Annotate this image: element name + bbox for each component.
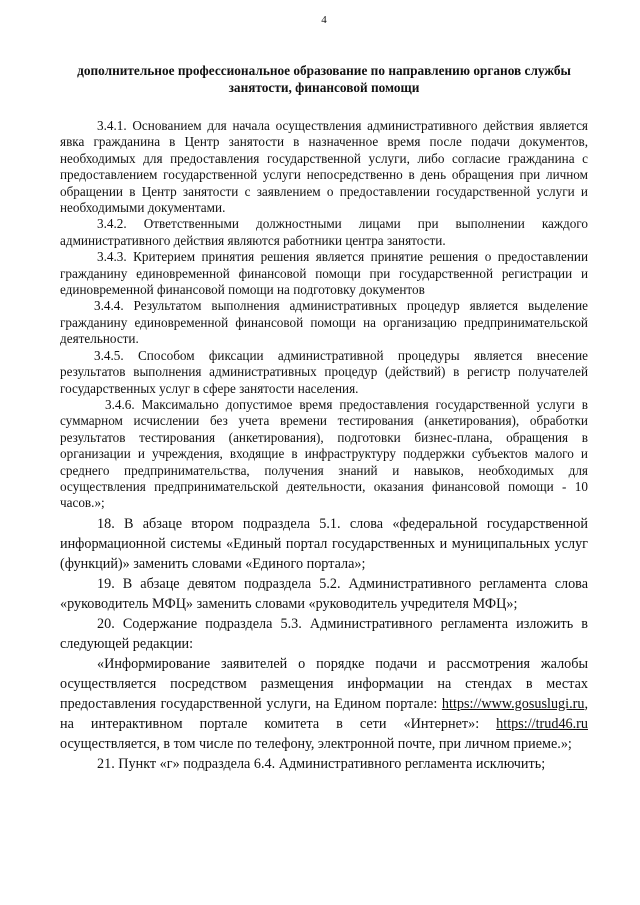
trud46-link[interactable]: https://trud46.ru (496, 715, 588, 732)
paragraph-3-4-5: 3.4.5. Способом фиксации административной процедуры является внесение результатов выполнения административных процедур (действий) в регистр получателей государственных услуг в сфере занятости населения. (60, 347, 588, 396)
paragraph-item-19: 19. В абзаце девятом подраздела 5.2. Административного регламента слова «руководитель МФЦ» заменить словами «руководитель учредителя МФЦ»; (60, 575, 588, 612)
paragraph-3-4-1: 3.4.1. Основанием для начала осуществления административного действия является явка гражданина в Центр занятости в назначенное время после подачи документов, необходимых для предоставления государственной услуги, либо согласие гражданина с предоставлением государственной услуги непосредственно в день обращения при личном обращении в Центр занятости с заявлением о предоставлении государственной услуги и необходимыми документами. (60, 118, 588, 216)
paragraph-item-20: 20. Содержание подраздела 5.3. Административного регламента изложить в следующей редакции: (60, 615, 588, 652)
paragraph-3-4-6: 3.4.6. Максимально допустимое время предоставления государственной услуги в суммарном исчислении без учета времени тестирования (анкетирования), обработки результатов тестирования (анкетирования), подготовки бизнес-плана, обращения в организации и учреждения, входящие в инфраструктуру поддержки субъектов малого и среднего предпринимательства, получения знаний и навыков, необходимых для осуществления предпринимательской деятельности, оказания финансовой помощи - 10 часов.»; (60, 396, 588, 511)
page-number: 4 (321, 14, 327, 26)
paragraph-3-4-3: 3.4.3. Критерием принятия решения является принятие решения о предоставлении гражданину единовременной финансовой помощи при государственной регистрации и единовременной финансовой помощи на подготовку документов (60, 249, 588, 298)
section-heading: дополнительное профессиональное образование по направлению органов службы занятости, финансовой помощи (77, 63, 571, 95)
gosuslugi-link[interactable]: https://www.gosuslugi.ru (441, 695, 585, 712)
quoted-text-block (60, 654, 588, 754)
paragraph-item-18: 18. В абзаце втором подраздела 5.1. слова «федеральной государственной информационной системы «Единый портал государственных и муниципальных услуг (функций)» заменить словами «Единого портала»; (60, 515, 588, 572)
paragraph-item-21: 21. Пункт «г» подраздела 6.4. Административного регламента исключить; (97, 755, 546, 772)
quote-text-before: «Информирование заявителей о порядке подачи и рассмотрения жалобы осуществляется посредством размещения информации на стендах в местах предоставления государственной услуги, на Едином портале: (60, 655, 588, 712)
quote-text-middle: , на интерактивном портале комитета в сети «Интернет»: (60, 695, 588, 732)
paragraph-3-4-2: 3.4.2. Ответственными должностными лицами при выполнении каждого административного действия являются работники центра занятости. (60, 216, 588, 248)
paragraph-3-4-4: 3.4.4. Результатом выполнения административных процедур является выделение гражданину единовременной финансовой помощи на организацию предпринимательской деятельности. (60, 298, 588, 347)
quote-text-after: осуществляется, в том числе по телефону, электронной почте, при личном приеме.»; (60, 735, 572, 752)
